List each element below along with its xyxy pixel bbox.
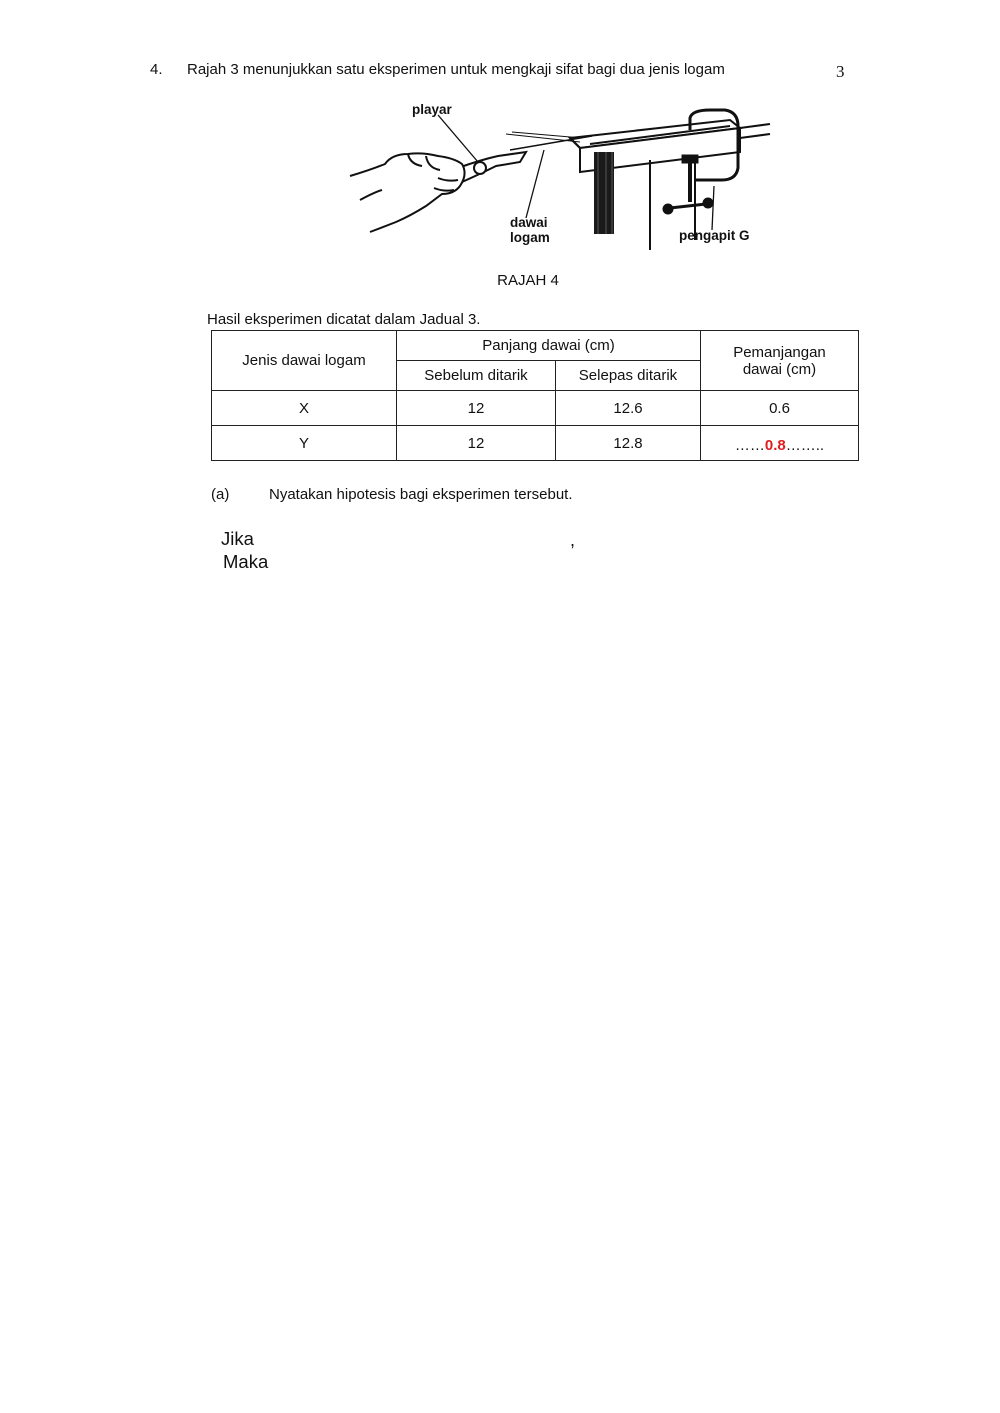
answer-dots-suffix: ……..: [785, 436, 825, 454]
part-a-question: Nyatakan hipotesis bagi eksperimen tersebut.: [269, 486, 573, 503]
table-header-row: [212, 331, 859, 361]
answer-value: 0.8: [764, 436, 786, 454]
table-row: [212, 426, 859, 461]
figure-label-wire-line1: dawai: [510, 215, 548, 230]
header-extension-line2: dawai (cm): [742, 360, 817, 378]
answer-dots-prefix: ……: [734, 436, 765, 454]
cell-before: 12: [397, 426, 556, 461]
cell-extension-answer: [701, 426, 859, 461]
table-row: [212, 391, 859, 426]
results-table: [211, 330, 859, 461]
cell-type: Y: [212, 426, 397, 461]
table-intro: Hasil eksperimen dicatat dalam Jadual 3.: [207, 311, 481, 328]
hypothesis-comma: ,: [570, 530, 576, 550]
hypothesis-then-label: Maka: [223, 551, 269, 572]
part-a-label: (a): [211, 486, 230, 503]
header-extension: [701, 331, 859, 391]
figure-label-wire-line2: logam: [510, 230, 550, 245]
page-number: 3: [836, 62, 845, 81]
figure-label-clamp: pengapit G: [679, 228, 750, 243]
header-metal-type: Jenis dawai logam: [212, 331, 397, 391]
header-after: Selepas ditarik: [556, 361, 701, 391]
figure-label-pliers: playar: [412, 102, 452, 117]
table-leg: [594, 152, 614, 234]
experiment-illustration: [330, 90, 775, 250]
cell-type: X: [212, 391, 397, 426]
hand-drawing: [350, 153, 465, 232]
header-wire-length: Panjang dawai (cm): [397, 331, 701, 361]
header-extension-line1: Pemanjangan: [733, 343, 826, 361]
cell-after: 12.8: [556, 426, 701, 461]
question-number: 4.: [150, 61, 163, 78]
header-before: Sebelum ditarik: [397, 361, 556, 391]
cell-before: 12: [397, 391, 556, 426]
question-text: Rajah 3 menunjukkan satu eksperimen untuk mengkaji sifat bagi dua jenis logam: [187, 61, 725, 78]
experiment-figure: [330, 90, 775, 250]
hypothesis-if-label: Jika: [221, 528, 254, 549]
cell-after: 12.6: [556, 391, 701, 426]
cell-extension: 0.6: [701, 391, 859, 426]
figure-caption: RAJAH 4: [497, 272, 559, 289]
